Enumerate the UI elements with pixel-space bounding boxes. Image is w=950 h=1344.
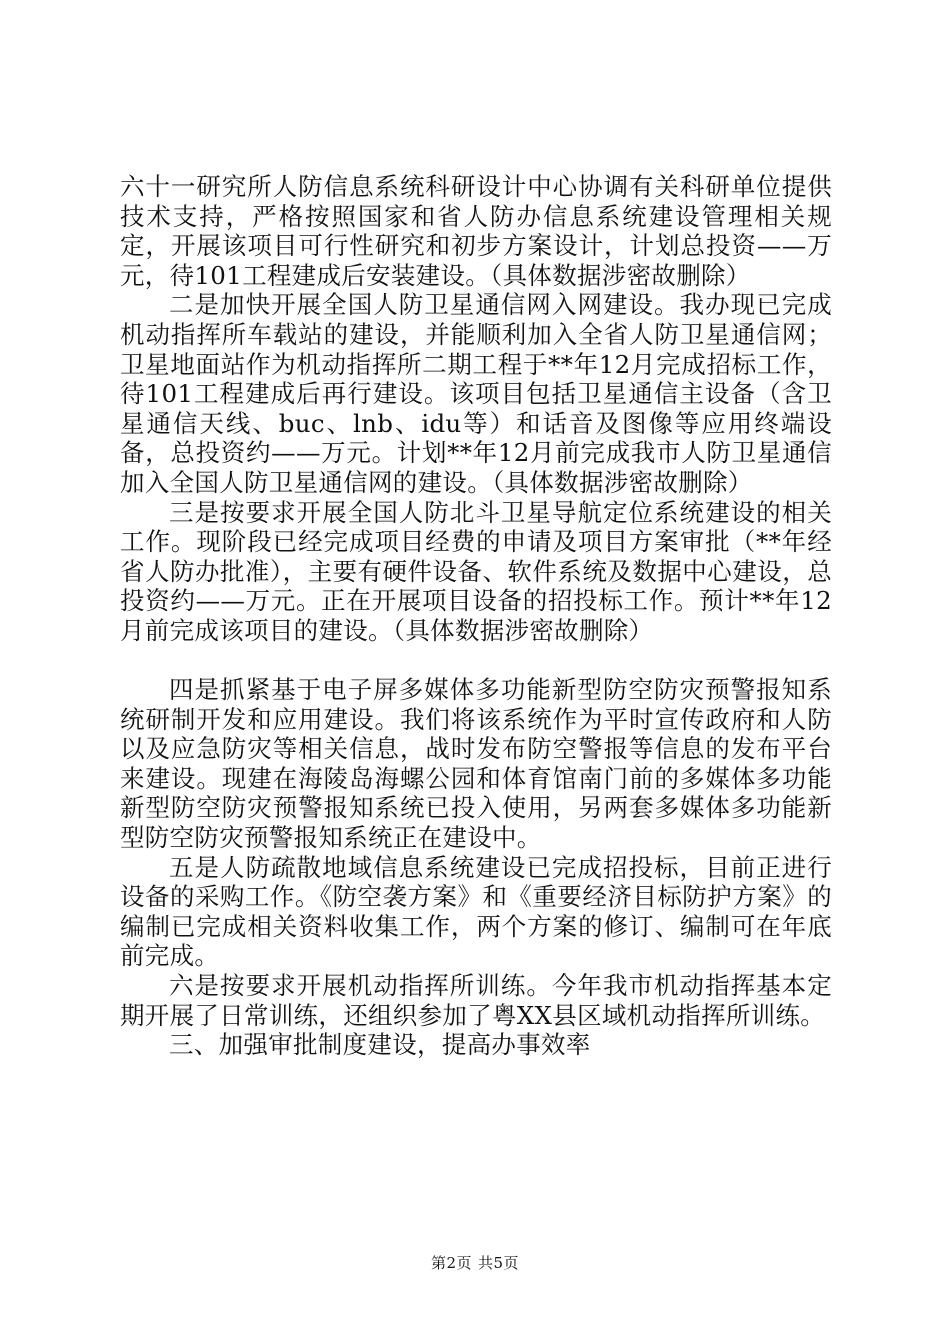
paragraph-item-six: 六是按要求开展机动指挥所训练。今年我市机动指挥基本定期开展了日常训练，还组织参加了粤XX县区域机动指挥所训练。 <box>120 971 832 1030</box>
document-body <box>120 172 832 1060</box>
paragraph-item-three: 三是按要求开展全国人防北斗卫星导航定位系统建设的相关工作。现阶段已经完成项目经费的申请及项目方案审批（**年经省人防办批准），主要有硬件设备、软件系统及数据中心建设，总投资约——万元。正在开展项目设备的招投标工作。预计**年12月前完成该项目的建设。（具体数据涉密故删除） <box>120 497 832 645</box>
paragraph-item-two: 二是加快开展全国人防卫星通信网入网建设。我办现已完成机动指挥所车载站的建设，并能顺利加入全省人防卫星通信网；卫星地面站作为机动指挥所二期工程于**年12月完成招标工作，待101工程建成后再行建设。该项目包括卫星通信主设备（含卫星通信天线、buc、lnb、idu等）和话音及图像等应用终端设备，总投资约——万元。计划**年12月前完成我市人防卫星通信加入全国人防卫星通信网的建设。（具体数据涉密故删除） <box>120 290 832 497</box>
section-heading: 三、加强审批制度建设，提高办事效率 <box>169 1030 591 1060</box>
paragraph-continuation: 六十一研究所人防信息系统科研设计中心协调有关科研单位提供技术支持，严格按照国家和省人防办信息系统建设管理相关规定，开展该项目可行性研究和初步方案设计，计划总投资——万元，待101工程建成后安装建设。（具体数据涉密故删除） <box>120 172 832 290</box>
page-number: 第2页 <box>430 1254 472 1272</box>
paragraph-item-four: 四是抓紧基于电子屏多媒体多功能新型防空防灾预警报知系统研制开发和应用建设。我们将该系统作为平时宣传政府和人防以及应急防灾等相关信息，战时发布防空警报等信息的发布平台来建设。现建在海陵岛海螺公园和体育馆南门前的多媒体多功能新型防空防灾预警报知系统已投入使用，另两套多媒体多功能新型防空防灾预警报知系统正在建设中。 <box>120 675 832 853</box>
paragraph-item-five: 五是人防疏散地域信息系统建设已完成招投标，目前正进行设备的采购工作。《防空袭方案》和《重要经济目标防护方案》的编制已完成相关资料收集工作，两个方案的修订、编制可在年底前完成。 <box>120 852 832 971</box>
page-total: 共5页 <box>478 1254 520 1272</box>
page-footer <box>0 1252 950 1273</box>
